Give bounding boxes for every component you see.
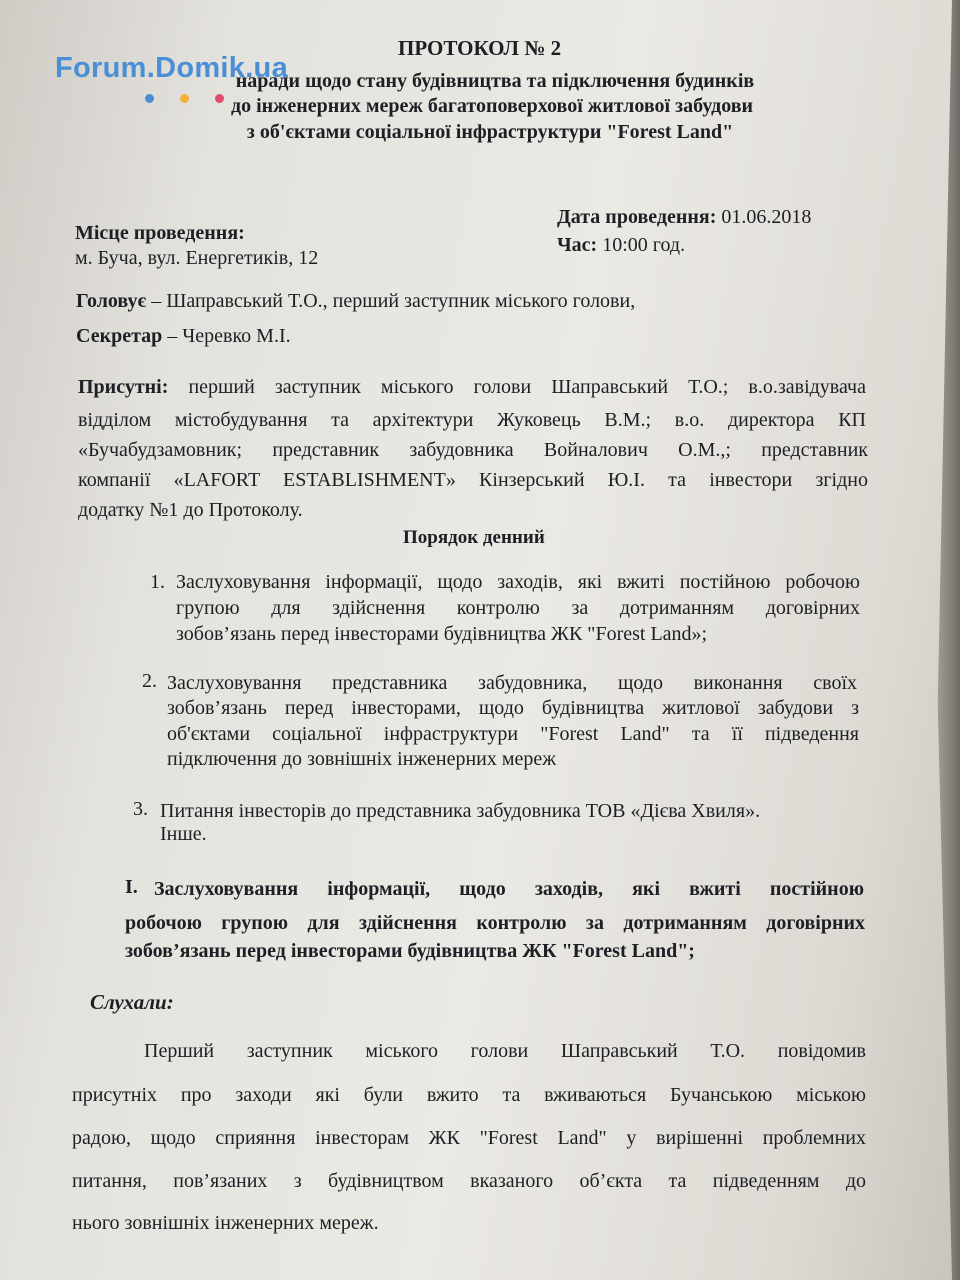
agenda-line: Заслуховування представника забудовника, щодо виконання своїх: [167, 672, 857, 694]
heard-line: нього зовнішніх інженерних мереж.: [72, 1212, 379, 1234]
document-title: ПРОТОКОЛ № 2: [398, 36, 562, 60]
agenda-line: об'єктами соціальної інфраструктури "Forest Land" та її підведення: [167, 723, 859, 745]
present-line: [78, 376, 866, 399]
agenda-line: зобов’язань перед інвесторами, щодо будівництва житлової забудови з: [167, 697, 859, 719]
agenda-line: підключення до зовнішніх інженерних мереж: [167, 748, 557, 770]
agenda-line: Питання інвесторів до представника забудовника ТОВ «Дієва Хвиля».: [160, 800, 761, 822]
time-label: Час:: [557, 234, 598, 256]
watermark-logo: Forum.Domik.ua: [55, 52, 288, 84]
agenda-heading: Порядок денний: [403, 527, 545, 548]
date-value: 01.06.2018: [716, 206, 812, 228]
meeting-date: [557, 206, 811, 229]
date-label: Дата проведення:: [557, 206, 717, 228]
section-heading-line: робочою групою для здійснення контролю за дотриманням договірних: [125, 912, 865, 934]
secretary-label: Секретар: [76, 325, 163, 347]
section-number: I.: [125, 876, 138, 898]
present-line: «Бучабудзамовник; представник забудовника Войналович О.М.,; представник: [78, 439, 868, 461]
heard-line: присутніх про заходи які були вжито та вживаються Бучанською міською: [72, 1084, 866, 1106]
section-heading-line: зобов’язань перед інвесторами будівництва ЖК "Forest Land";: [125, 940, 695, 962]
agenda-line: групою для здійснення контролю за дотриманням договірних: [176, 597, 860, 619]
agenda-line: зобов’язань перед інвесторами будівництва ЖК "Forest Land»;: [176, 623, 708, 645]
place-label: Місце проведення:: [75, 222, 245, 244]
watermark-dot: [145, 94, 154, 103]
agenda-number: 2.: [142, 670, 157, 692]
secretary-line: [76, 325, 291, 348]
agenda-number: 1.: [150, 571, 165, 593]
present-line: додатку №1 до Протоколу.: [78, 499, 303, 521]
heard-line: Перший заступник міського голови Шаправський Т.О. повідомив: [144, 1040, 866, 1062]
chair-label: Головує: [76, 290, 147, 312]
place-value: м. Буча, вул. Енергетиків, 12: [75, 247, 319, 269]
heard-label: Слухали:: [90, 990, 174, 1014]
watermark-dot: [180, 94, 189, 103]
agenda-line: Заслуховування інформації, щодо заходів, які вжиті постійною робочою: [176, 571, 860, 593]
subtitle-line: до інженерних мереж багатоповерхової житлової забудови: [230, 95, 754, 117]
subtitle-line: з об'єктами соціальної інфраструктури "Forest Land": [246, 121, 734, 143]
present-text: перший заступник міського голови Шаправський Т.О.; в.о.завідувача: [168, 376, 866, 398]
agenda-line: Інше.: [160, 823, 207, 845]
section-heading-line: Заслуховування інформації, щодо заходів, які вжиті постійною: [154, 878, 864, 900]
agenda-number: 3.: [133, 798, 148, 820]
chair-line: [76, 290, 635, 313]
time-value: 10:00 год.: [597, 234, 686, 256]
present-line: відділом містобудування та архітектури Жуковець В.М.; в.о. директора КП: [78, 409, 866, 431]
secretary-value: – Черевко М.І.: [162, 325, 291, 347]
chair-value: – Шаправський Т.О., перший заступник міського голови,: [146, 290, 636, 312]
subtitle-line: наради щодо стану будівництва та підключення будинків: [235, 70, 755, 92]
heard-line: радою, щодо сприяння інвесторам ЖК "Forest Land" у вирішенні проблемних: [72, 1127, 866, 1149]
heard-line: питання, пов’язаних з будівництвом вказаного об’єкта та підведенням до: [72, 1170, 866, 1192]
present-line: компанії «LAFORT ESTABLISHMENT» Кінзерський Ю.І. та інвестори згідно: [78, 469, 868, 491]
present-label: Присутні:: [78, 376, 169, 398]
meeting-time: [557, 234, 685, 257]
